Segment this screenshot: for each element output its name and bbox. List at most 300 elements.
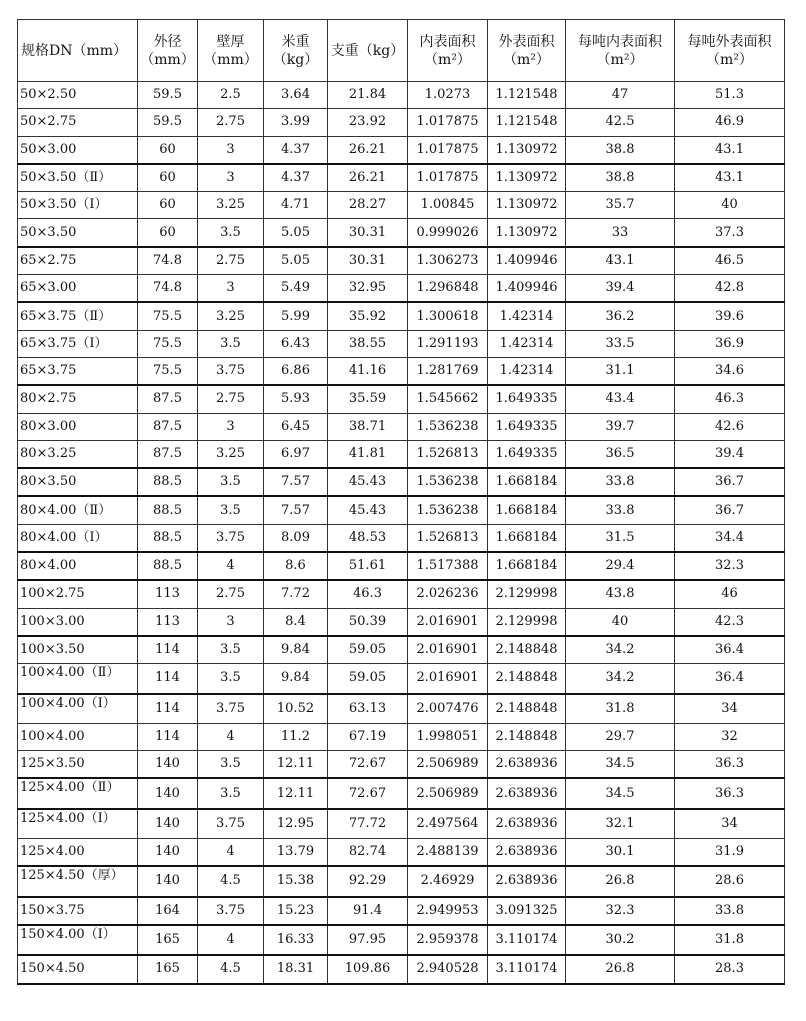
- table-row: [18, 468, 785, 496]
- value-cell: 33.8: [566, 496, 675, 524]
- pipe-spec-table: [17, 19, 785, 985]
- value-cell: 6.86: [264, 357, 328, 385]
- value-cell: 1.0273: [408, 82, 488, 109]
- value-cell: 82.74: [328, 839, 408, 867]
- value-cell: 3.25: [198, 192, 264, 219]
- value-cell: 3.091325: [488, 897, 566, 925]
- value-cell: 1.291193: [408, 330, 488, 357]
- spec-cell: 50×2.50: [18, 82, 138, 109]
- spec-cell: 80×4.00: [18, 552, 138, 580]
- value-cell: 15.23: [264, 897, 328, 925]
- table-row: [18, 413, 785, 440]
- spec-cell: 100×4.00（Ⅱ）: [18, 664, 138, 694]
- value-cell: 1.668184: [488, 552, 566, 580]
- value-cell: 42.5: [566, 109, 675, 136]
- value-cell: 29.7: [566, 723, 675, 750]
- spec-cell: 50×3.50（Ⅰ）: [18, 192, 138, 219]
- value-cell: 47: [566, 82, 675, 109]
- header-cell-inner-surface-per-ton: 每吨内表面积（m²）: [566, 20, 675, 82]
- value-cell: 60: [138, 219, 198, 247]
- value-cell: 31.8: [566, 694, 675, 724]
- value-cell: 0.999026: [408, 219, 488, 247]
- value-cell: 2.75: [198, 385, 264, 413]
- value-cell: 4.5: [198, 866, 264, 896]
- value-cell: 38.55: [328, 330, 408, 357]
- spec-cell: 80×3.00: [18, 413, 138, 440]
- value-cell: 109.86: [328, 955, 408, 983]
- value-cell: 1.017875: [408, 109, 488, 136]
- value-cell: 3: [198, 608, 264, 636]
- value-cell: 2.148848: [488, 694, 566, 724]
- value-cell: 45.43: [328, 468, 408, 496]
- value-cell: 1.121548: [488, 82, 566, 109]
- table-row: [18, 897, 785, 925]
- table-row: [18, 524, 785, 552]
- value-cell: 2.016901: [408, 608, 488, 636]
- value-cell: 87.5: [138, 440, 198, 468]
- value-cell: 114: [138, 723, 198, 750]
- value-cell: 3: [198, 136, 264, 164]
- value-cell: 2.129998: [488, 608, 566, 636]
- table-row: [18, 866, 785, 896]
- value-cell: 1.668184: [488, 524, 566, 552]
- value-cell: 2.488139: [408, 839, 488, 867]
- value-cell: 3.75: [198, 694, 264, 724]
- value-cell: 28.6: [675, 866, 785, 896]
- spec-cell: 100×4.00: [18, 723, 138, 750]
- table-row: [18, 778, 785, 808]
- spec-cell: 125×3.50: [18, 751, 138, 779]
- spec-cell: 100×3.00: [18, 608, 138, 636]
- spec-cell: 50×2.75: [18, 109, 138, 136]
- value-cell: 1.649335: [488, 413, 566, 440]
- value-cell: 1.130972: [488, 136, 566, 164]
- value-cell: 2.016901: [408, 664, 488, 694]
- table-row: [18, 608, 785, 636]
- value-cell: 42.3: [675, 608, 785, 636]
- value-cell: 1.306273: [408, 247, 488, 275]
- value-cell: 38.8: [566, 164, 675, 192]
- spec-cell: 65×3.75（Ⅱ）: [18, 302, 138, 330]
- value-cell: 88.5: [138, 524, 198, 552]
- value-cell: 32.1: [566, 809, 675, 839]
- table-row: [18, 330, 785, 357]
- value-cell: 46.9: [675, 109, 785, 136]
- value-cell: 2.75: [198, 247, 264, 275]
- table-row: [18, 357, 785, 385]
- value-cell: 43.1: [675, 164, 785, 192]
- value-cell: 43.4: [566, 385, 675, 413]
- value-cell: 12.11: [264, 751, 328, 779]
- value-cell: 39.6: [675, 302, 785, 330]
- value-cell: 75.5: [138, 357, 198, 385]
- value-cell: 2.940528: [408, 955, 488, 983]
- value-cell: 4: [198, 839, 264, 867]
- value-cell: 60: [138, 192, 198, 219]
- value-cell: 3: [198, 413, 264, 440]
- value-cell: 59.5: [138, 82, 198, 109]
- value-cell: 2.148848: [488, 664, 566, 694]
- value-cell: 3.5: [198, 751, 264, 779]
- value-cell: 2.959378: [408, 925, 488, 955]
- value-cell: 39.4: [675, 440, 785, 468]
- value-cell: 74.8: [138, 275, 198, 303]
- value-cell: 3.75: [198, 524, 264, 552]
- value-cell: 26.21: [328, 164, 408, 192]
- spec-cell: 65×3.75: [18, 357, 138, 385]
- value-cell: 13.79: [264, 839, 328, 867]
- table-row: [18, 723, 785, 750]
- table-row: [18, 580, 785, 608]
- value-cell: 9.84: [264, 664, 328, 694]
- value-cell: 67.19: [328, 723, 408, 750]
- spec-cell: 100×3.50: [18, 636, 138, 664]
- value-cell: 1.130972: [488, 219, 566, 247]
- value-cell: 50.39: [328, 608, 408, 636]
- value-cell: 3.5: [198, 636, 264, 664]
- value-cell: 2.026236: [408, 580, 488, 608]
- value-cell: 2.638936: [488, 809, 566, 839]
- value-cell: 1.668184: [488, 468, 566, 496]
- value-cell: 3.25: [198, 440, 264, 468]
- value-cell: 97.95: [328, 925, 408, 955]
- value-cell: 2.148848: [488, 636, 566, 664]
- table-row: [18, 751, 785, 779]
- header-cell-outer-surface: 外表面积（m²）: [488, 20, 566, 82]
- value-cell: 46.3: [675, 385, 785, 413]
- header-cell-inner-surface: 内表面积（m²）: [408, 20, 488, 82]
- value-cell: 48.53: [328, 524, 408, 552]
- value-cell: 35.7: [566, 192, 675, 219]
- value-cell: 42.6: [675, 413, 785, 440]
- value-cell: 43.1: [675, 136, 785, 164]
- value-cell: 1.409946: [488, 275, 566, 303]
- value-cell: 42.8: [675, 275, 785, 303]
- table-row: [18, 955, 785, 983]
- value-cell: 34: [675, 694, 785, 724]
- table-row: [18, 694, 785, 724]
- value-cell: 88.5: [138, 468, 198, 496]
- header-row: [18, 20, 785, 82]
- value-cell: 2.638936: [488, 751, 566, 779]
- value-cell: 26.8: [566, 866, 675, 896]
- value-cell: 51.61: [328, 552, 408, 580]
- table-row: [18, 219, 785, 247]
- value-cell: 2.46929: [408, 866, 488, 896]
- value-cell: 6.97: [264, 440, 328, 468]
- value-cell: 30.2: [566, 925, 675, 955]
- value-cell: 60: [138, 136, 198, 164]
- spec-cell: 125×4.00: [18, 839, 138, 867]
- value-cell: 3.99: [264, 109, 328, 136]
- value-cell: 1.409946: [488, 247, 566, 275]
- value-cell: 7.72: [264, 580, 328, 608]
- value-cell: 87.5: [138, 413, 198, 440]
- value-cell: 29.4: [566, 552, 675, 580]
- table-row: [18, 496, 785, 524]
- spec-cell: 100×4.00（Ⅰ）: [18, 694, 138, 724]
- value-cell: 51.3: [675, 82, 785, 109]
- value-cell: 31.8: [675, 925, 785, 955]
- spec-cell: 65×2.75: [18, 247, 138, 275]
- value-cell: 2.5: [198, 82, 264, 109]
- value-cell: 2.949953: [408, 897, 488, 925]
- value-cell: 1.536238: [408, 496, 488, 524]
- table-row: [18, 636, 785, 664]
- spec-cell: 50×3.00: [18, 136, 138, 164]
- value-cell: 16.33: [264, 925, 328, 955]
- value-cell: 32.95: [328, 275, 408, 303]
- value-cell: 4: [198, 552, 264, 580]
- table-row: [18, 552, 785, 580]
- value-cell: 2.148848: [488, 723, 566, 750]
- value-cell: 31.5: [566, 524, 675, 552]
- value-cell: 3.5: [198, 778, 264, 808]
- value-cell: 59.5: [138, 109, 198, 136]
- value-cell: 3.5: [198, 468, 264, 496]
- value-cell: 3.75: [198, 357, 264, 385]
- value-cell: 59.05: [328, 664, 408, 694]
- spec-cell: 80×3.50: [18, 468, 138, 496]
- value-cell: 32: [675, 723, 785, 750]
- value-cell: 140: [138, 751, 198, 779]
- value-cell: 26.21: [328, 136, 408, 164]
- value-cell: 34.6: [675, 357, 785, 385]
- spec-cell: 125×4.00（Ⅱ）: [18, 778, 138, 808]
- table-body: [18, 82, 785, 984]
- value-cell: 92.29: [328, 866, 408, 896]
- header-cell-outer-surface-per-ton: 每吨外表面积（m²）: [675, 20, 785, 82]
- value-cell: 1.42314: [488, 357, 566, 385]
- value-cell: 5.05: [264, 247, 328, 275]
- value-cell: 33.8: [675, 897, 785, 925]
- value-cell: 60: [138, 164, 198, 192]
- value-cell: 1.130972: [488, 164, 566, 192]
- value-cell: 36.7: [675, 468, 785, 496]
- spec-cell: 50×3.50（Ⅱ）: [18, 164, 138, 192]
- value-cell: 113: [138, 608, 198, 636]
- value-cell: 4: [198, 723, 264, 750]
- table-row: [18, 809, 785, 839]
- header-cell-wall-thickness: 壁厚（mm）: [198, 20, 264, 82]
- value-cell: 7.57: [264, 496, 328, 524]
- value-cell: 2.007476: [408, 694, 488, 724]
- value-cell: 2.638936: [488, 839, 566, 867]
- table-row: [18, 82, 785, 109]
- value-cell: 77.72: [328, 809, 408, 839]
- value-cell: 2.638936: [488, 778, 566, 808]
- value-cell: 1.300618: [408, 302, 488, 330]
- value-cell: 113: [138, 580, 198, 608]
- value-cell: 36.3: [675, 751, 785, 779]
- value-cell: 165: [138, 955, 198, 983]
- value-cell: 30.1: [566, 839, 675, 867]
- table-row: [18, 385, 785, 413]
- value-cell: 5.05: [264, 219, 328, 247]
- value-cell: 2.506989: [408, 751, 488, 779]
- value-cell: 33.5: [566, 330, 675, 357]
- value-cell: 35.92: [328, 302, 408, 330]
- spec-cell: 125×4.00（Ⅰ）: [18, 809, 138, 839]
- value-cell: 39.7: [566, 413, 675, 440]
- value-cell: 46.3: [328, 580, 408, 608]
- value-cell: 45.43: [328, 496, 408, 524]
- spec-cell: 50×3.50: [18, 219, 138, 247]
- header-cell-weight-per-meter: 米重（kg）: [264, 20, 328, 82]
- value-cell: 3: [198, 164, 264, 192]
- value-cell: 1.296848: [408, 275, 488, 303]
- table-row: [18, 302, 785, 330]
- value-cell: 15.38: [264, 866, 328, 896]
- spec-cell: 80×4.00（Ⅱ）: [18, 496, 138, 524]
- value-cell: 39.4: [566, 275, 675, 303]
- value-cell: 40: [675, 192, 785, 219]
- value-cell: 3.5: [198, 219, 264, 247]
- value-cell: 33.8: [566, 468, 675, 496]
- value-cell: 4: [198, 925, 264, 955]
- value-cell: 12.11: [264, 778, 328, 808]
- value-cell: 36.4: [675, 664, 785, 694]
- header-cell-spec: 规格DN（mm）: [18, 20, 138, 82]
- value-cell: 1.121548: [488, 109, 566, 136]
- value-cell: 114: [138, 636, 198, 664]
- spec-cell: 100×2.75: [18, 580, 138, 608]
- table-row: [18, 247, 785, 275]
- value-cell: 1.526813: [408, 524, 488, 552]
- value-cell: 1.017875: [408, 136, 488, 164]
- value-cell: 34.5: [566, 751, 675, 779]
- value-cell: 32.3: [566, 897, 675, 925]
- value-cell: 1.42314: [488, 302, 566, 330]
- value-cell: 23.92: [328, 109, 408, 136]
- table-row: [18, 440, 785, 468]
- value-cell: 30.31: [328, 247, 408, 275]
- value-cell: 88.5: [138, 496, 198, 524]
- value-cell: 1.526813: [408, 440, 488, 468]
- value-cell: 5.99: [264, 302, 328, 330]
- value-cell: 74.8: [138, 247, 198, 275]
- value-cell: 72.67: [328, 778, 408, 808]
- value-cell: 26.8: [566, 955, 675, 983]
- spec-cell: 150×4.50: [18, 955, 138, 983]
- value-cell: 36.5: [566, 440, 675, 468]
- table-row: [18, 839, 785, 867]
- value-cell: 35.59: [328, 385, 408, 413]
- value-cell: 2.75: [198, 580, 264, 608]
- value-cell: 2.016901: [408, 636, 488, 664]
- value-cell: 46: [675, 580, 785, 608]
- value-cell: 38.8: [566, 136, 675, 164]
- value-cell: 2.506989: [408, 778, 488, 808]
- value-cell: 3.25: [198, 302, 264, 330]
- value-cell: 1.668184: [488, 496, 566, 524]
- value-cell: 4.37: [264, 164, 328, 192]
- value-cell: 4.71: [264, 192, 328, 219]
- value-cell: 5.93: [264, 385, 328, 413]
- value-cell: 3: [198, 275, 264, 303]
- value-cell: 5.49: [264, 275, 328, 303]
- value-cell: 2.75: [198, 109, 264, 136]
- value-cell: 140: [138, 866, 198, 896]
- value-cell: 140: [138, 778, 198, 808]
- value-cell: 38.71: [328, 413, 408, 440]
- value-cell: 1.281769: [408, 357, 488, 385]
- value-cell: 36.7: [675, 496, 785, 524]
- table-row: [18, 109, 785, 136]
- value-cell: 9.84: [264, 636, 328, 664]
- value-cell: 165: [138, 925, 198, 955]
- value-cell: 33: [566, 219, 675, 247]
- value-cell: 114: [138, 694, 198, 724]
- spec-cell: 125×4.50（厚）: [18, 866, 138, 896]
- value-cell: 140: [138, 839, 198, 867]
- value-cell: 7.57: [264, 468, 328, 496]
- value-cell: 28.27: [328, 192, 408, 219]
- value-cell: 34: [675, 809, 785, 839]
- value-cell: 3.110174: [488, 955, 566, 983]
- value-cell: 1.998051: [408, 723, 488, 750]
- value-cell: 1.517388: [408, 552, 488, 580]
- value-cell: 46.5: [675, 247, 785, 275]
- value-cell: 3.5: [198, 664, 264, 694]
- value-cell: 31.9: [675, 839, 785, 867]
- value-cell: 6.43: [264, 330, 328, 357]
- value-cell: 34.4: [675, 524, 785, 552]
- value-cell: 36.2: [566, 302, 675, 330]
- value-cell: 87.5: [138, 385, 198, 413]
- value-cell: 3.75: [198, 897, 264, 925]
- spec-cell: 65×3.00: [18, 275, 138, 303]
- value-cell: 1.545662: [408, 385, 488, 413]
- spec-cell: 80×3.25: [18, 440, 138, 468]
- value-cell: 36.9: [675, 330, 785, 357]
- value-cell: 36.3: [675, 778, 785, 808]
- header-cell-weight-per-piece: 支重（kg）: [328, 20, 408, 82]
- value-cell: 41.81: [328, 440, 408, 468]
- value-cell: 63.13: [328, 694, 408, 724]
- table-row: [18, 275, 785, 303]
- value-cell: 72.67: [328, 751, 408, 779]
- value-cell: 21.84: [328, 82, 408, 109]
- value-cell: 30.31: [328, 219, 408, 247]
- value-cell: 3.5: [198, 496, 264, 524]
- header-cell-outer-diameter: 外径（mm）: [138, 20, 198, 82]
- value-cell: 1.536238: [408, 413, 488, 440]
- value-cell: 10.52: [264, 694, 328, 724]
- table-row: [18, 664, 785, 694]
- table-row: [18, 192, 785, 219]
- value-cell: 91.4: [328, 897, 408, 925]
- value-cell: 164: [138, 897, 198, 925]
- value-cell: 3.110174: [488, 925, 566, 955]
- value-cell: 8.09: [264, 524, 328, 552]
- value-cell: 43.1: [566, 247, 675, 275]
- value-cell: 3.64: [264, 82, 328, 109]
- value-cell: 1.536238: [408, 468, 488, 496]
- value-cell: 1.017875: [408, 164, 488, 192]
- table-row: [18, 925, 785, 955]
- table-row: [18, 164, 785, 192]
- value-cell: 34.2: [566, 664, 675, 694]
- spec-cell: 80×4.00（Ⅰ）: [18, 524, 138, 552]
- value-cell: 31.1: [566, 357, 675, 385]
- spec-cell: 150×3.75: [18, 897, 138, 925]
- value-cell: 8.4: [264, 608, 328, 636]
- value-cell: 59.05: [328, 636, 408, 664]
- spec-cell: 65×3.75（Ⅰ）: [18, 330, 138, 357]
- value-cell: 28.3: [675, 955, 785, 983]
- value-cell: 3.75: [198, 809, 264, 839]
